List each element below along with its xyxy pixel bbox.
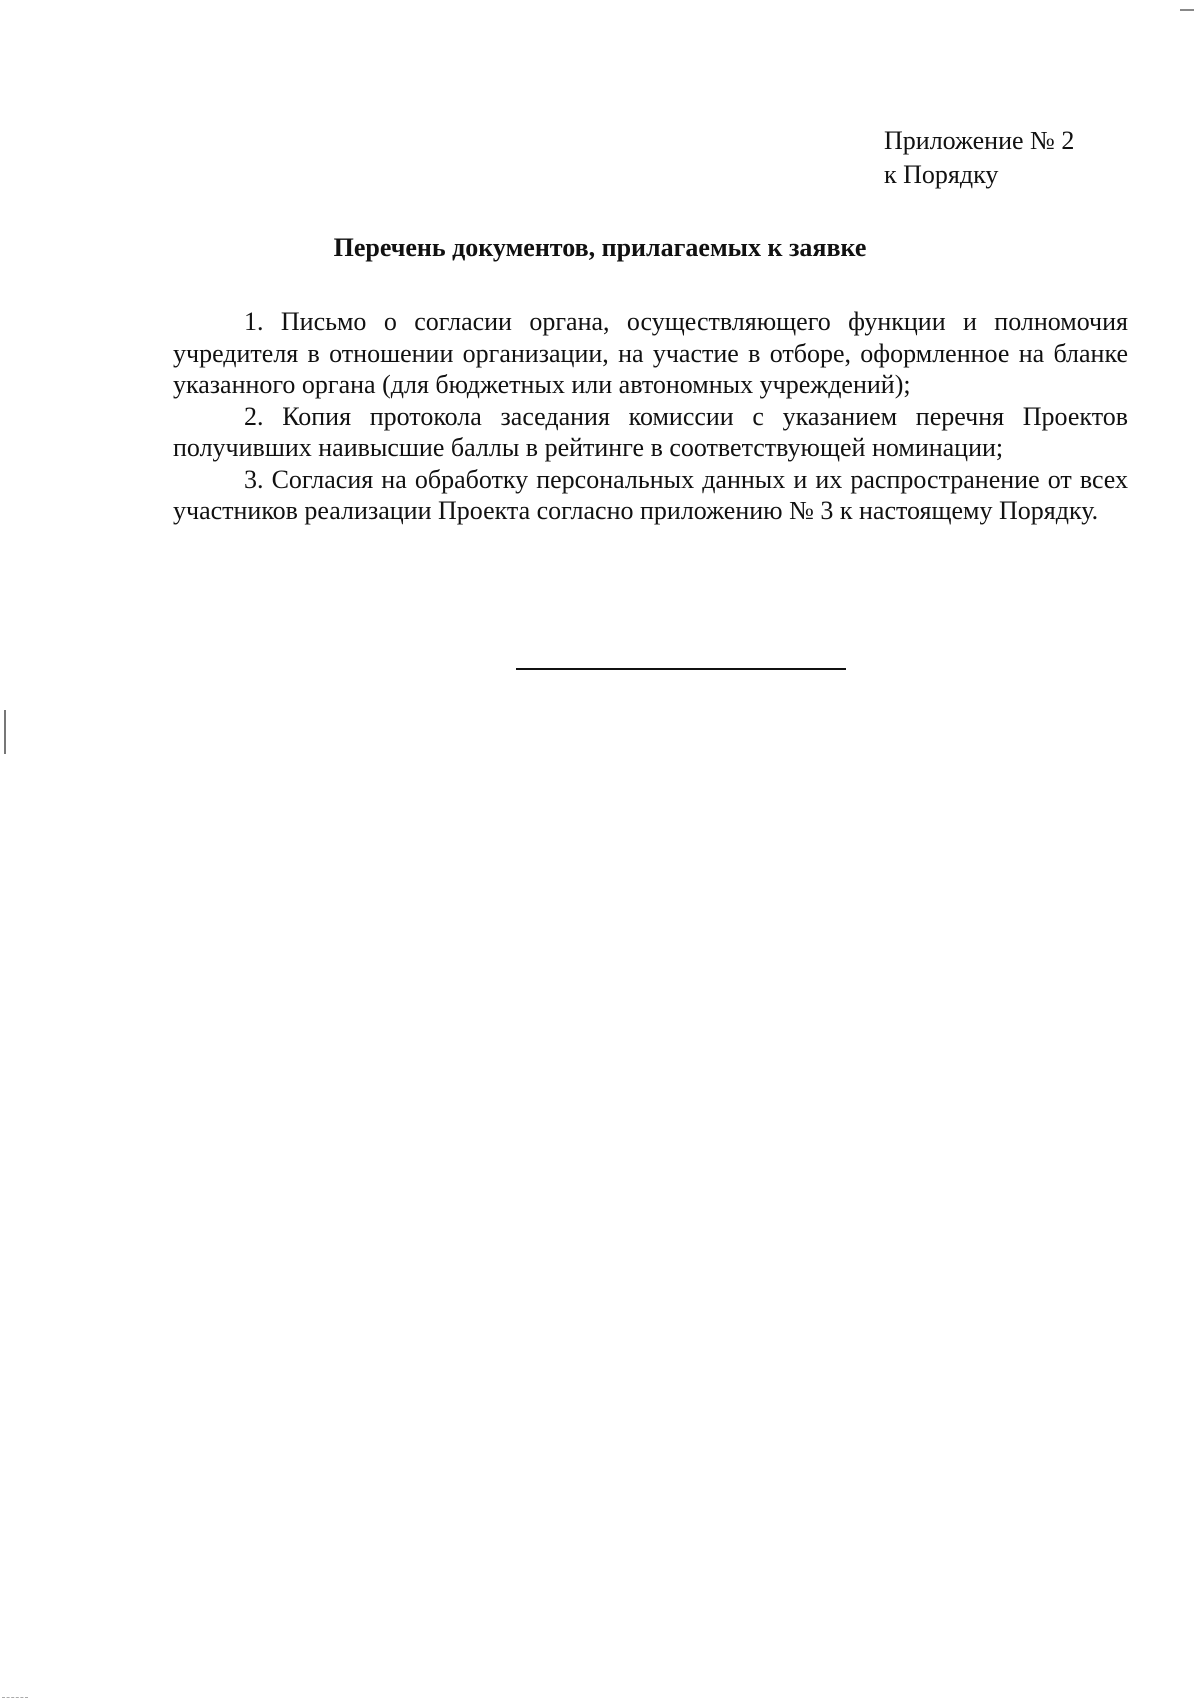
scan-artifact-top xyxy=(1180,9,1194,11)
appendix-header xyxy=(884,124,1074,192)
list-item: 1. Письмо о согласии органа, осуществляющего функции и полномочия учредителя в отношении организации, на участие в отборе, оформленное на бланке указанного органа (для бюджетных или автономных учреждений); xyxy=(173,307,1128,399)
appendix-number: Приложение № 2 xyxy=(884,126,1075,155)
appendix-reference: к Порядку xyxy=(884,160,999,189)
closing-divider xyxy=(516,668,846,670)
list-item: 3. Согласия на обработку персональных данных и их распространение от всех участников реализации Проекта согласно приложению № 3 к настоящему Порядку. xyxy=(173,464,1128,525)
document-title: Перечень документов, прилагаемых к заявке xyxy=(333,233,867,262)
scan-artifact-bottom xyxy=(2,1697,28,1698)
scan-artifact-left xyxy=(4,710,6,754)
document-list xyxy=(173,306,1128,527)
list-item: 2. Копия протокола заседания комиссии с указанием перечня Проектов получивших наивысшие баллы в рейтинге в соответствующей номинации; xyxy=(173,401,1128,462)
